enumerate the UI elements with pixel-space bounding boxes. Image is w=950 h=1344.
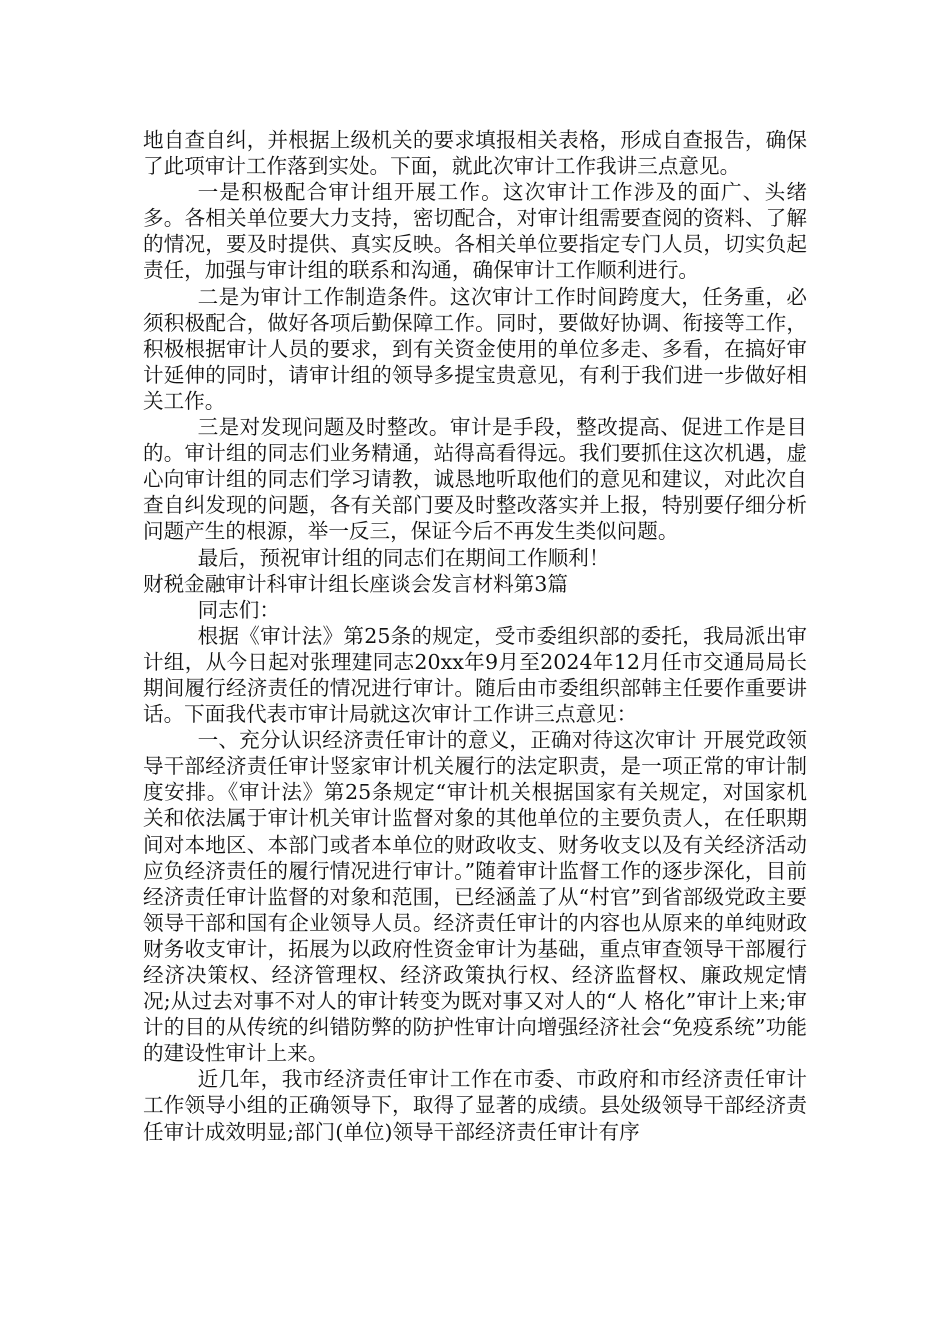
paragraph-closing-wish: 最后，预祝审计组的同志们在期间工作顺利！ <box>197 545 610 570</box>
section-heading: 财税金融审计科审计组长座谈会发言材料第3篇 <box>143 571 568 596</box>
paragraph-significance: 一、充分认识经济责任审计的意义，正确对待这次审计 开展党政领导干部经济责任审计竖家审计机关履行的法定职责，是一项正常的审计制度安排。《审计法》第25条规定“审计机关根据国家有关规定，对国家机关和依法属于审计机关审计监督对象的其他单位的主要负责人，在任职期间对本地区、本部门或者本单位的财政收支、财务收支以及有关经济活动应负经济责任的履行情况进行审计。”随着审计监督工作的逐步深化，目前经济责任审计监督的对象和范围，已经涵盖了从“村官”到省部级党政主要领导干部和国有企业领导人员。经济责任审计的内容也从原来的单纯财政财务收支审计，拓展为以政府性资金审计为基础，重点审查领导干部履行经济决策权、经济管理权、经济政策执行权、经济监督权、廉政规定情况;从过去对事不对人的审计转变为既对事又对人的“人 格化”审计上来;审计的目的从传统的纠错防弊的防护性审计向增强经济社会“免疫系统”功能的建设性审计上来。 <box>143 728 807 1066</box>
paragraph-self-inspection-summary: 地自查自纠，并根据上级机关的要求填报相关表格，形成自查报告，确保了此项审计工作落到实处。下面，就此次审计工作我讲三点意见。 <box>143 128 807 179</box>
paragraph-point-two: 二是为审计工作制造条件。这次审计工作时间跨度大，任务重，必须积极配合，做好各项后勤保障工作。同时，要做好协调、衔接等工作，积极根据审计人员的要求，到有关资金使用的单位多走、多看，在搞好审计延伸的同时，请审计组的领导多提宝贵意见，有利于我们进一步做好相关工作。 <box>143 284 807 413</box>
paragraph-point-one: 一是积极配合审计组开展工作。这次审计工作涉及的面广、头绪多。各相关单位要大力支持，密切配合，对审计组需要查阅的资料、了解的情况，要及时提供、真实反映。各相关单位要指定专门人员，切实负起责任，加强与审计组的联系和沟通，确保审计工作顺利进行。 <box>143 180 807 283</box>
paragraph-point-three: 三是对发现问题及时整改。审计是手段，整改提高、促进工作是目的。审计组的同志们业务精通，站得高看得远。我们要抓住这次机遇，虚心向审计组的同志们学习请教，诚恳地听取他们的意见和建议，对此次自查自纠发现的问题，各有关部门要及时整改落实并上报，特别要仔细分析问题产生的根源，举一反三，保证今后不再发生类似问题。 <box>143 415 807 544</box>
document-body <box>143 127 807 1145</box>
paragraph-introduction: 根据《审计法》第25条的规定，受市委组织部的委托，我局派出审计组，从今日起对张理建同志20xx年9月至2024年12月任市交通局局长期间履行经济责任的情况进行审计。随后由市委组织部韩主任要作重要讲话。下面我代表市审计局就这次审计工作讲三点意见： <box>143 623 807 727</box>
paragraph-recent-years: 近几年，我市经济责任审计工作在市委、市政府和市经济责任审计工作领导小组的正确领导下，取得了显著的成绩。县处级领导干部经济责任审计成效明显;部门(单位)领导干部经济责任审计有序 <box>143 1067 807 1144</box>
paragraph-salutation: 同志们： <box>197 597 280 622</box>
